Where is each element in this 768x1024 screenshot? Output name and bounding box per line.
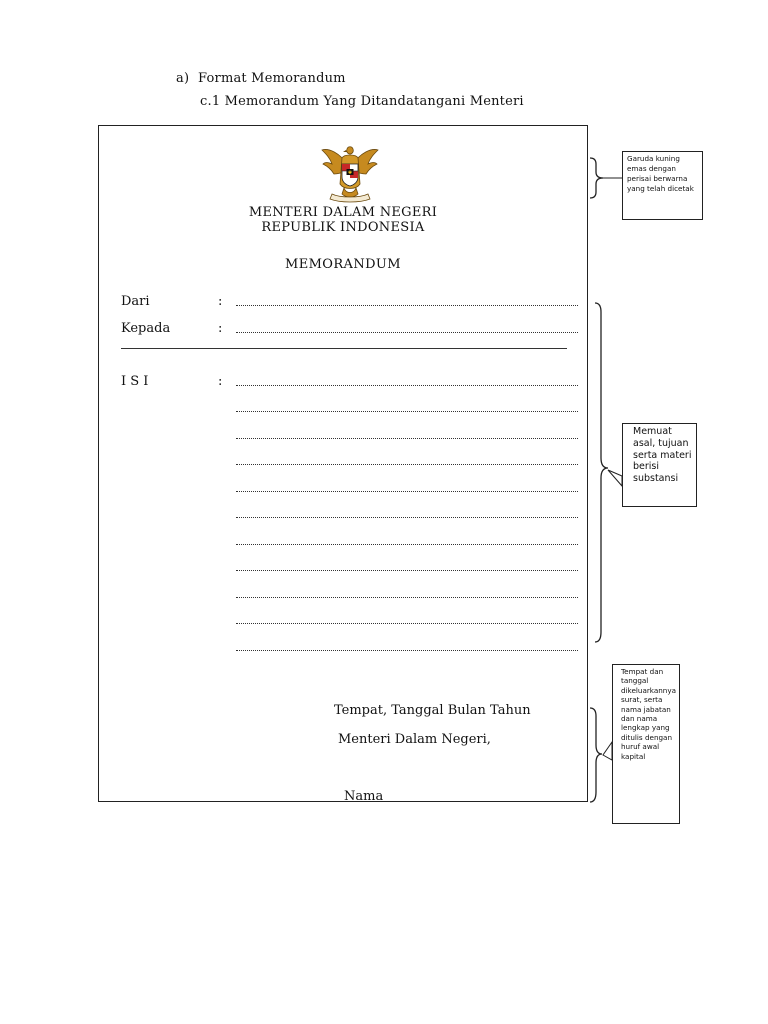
content-note-callout: Memuat asal, tujuan serta materi berisi substansi bbox=[622, 423, 697, 507]
place-date-line: Tempat, Tanggal Bulan Tahun bbox=[334, 703, 531, 718]
signature-note-callout: Tempat dan tanggal dikeluarkannya surat, serta nama jabatan dan nama lengkap yang ditulis dengan huruf awal kapital bbox=[612, 664, 680, 824]
document-type: MEMORANDUM bbox=[284, 257, 401, 272]
from-colon: : bbox=[218, 294, 223, 309]
from-label: Dari bbox=[121, 294, 150, 309]
signer-position: Menteri Dalam Negeri, bbox=[338, 732, 491, 747]
to-label: Kepada bbox=[121, 321, 171, 336]
content-colon: : bbox=[218, 374, 223, 389]
content-label: I S I bbox=[121, 374, 149, 389]
issuer-title: MENTERI DALAM NEGERI bbox=[248, 205, 438, 220]
section-title: Format Memorandum bbox=[198, 71, 346, 86]
to-colon: : bbox=[218, 321, 223, 336]
issuer-country: REPUBLIK INDONESIA bbox=[261, 220, 425, 235]
signer-name: Nama bbox=[344, 789, 384, 804]
list-marker: a) bbox=[176, 71, 190, 86]
emblem-note-callout: Garuda kuning emas dengan perisai berwarna yang telah dicetak bbox=[622, 151, 703, 220]
section-subtitle: c.1 Memorandum Yang Ditandatangani Menteri bbox=[200, 94, 524, 109]
